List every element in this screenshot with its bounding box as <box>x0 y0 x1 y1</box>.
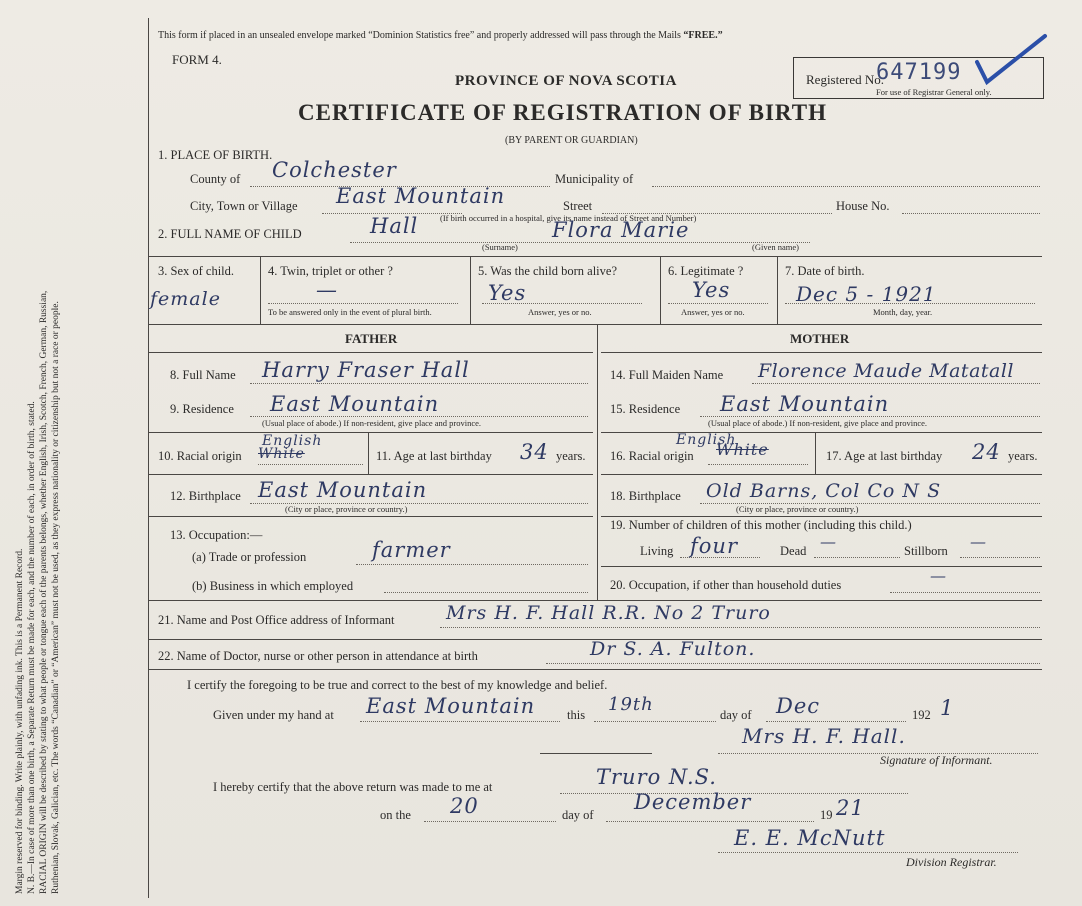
father-name-field <box>250 383 588 384</box>
father-birthplace-note: (City or place, province or country.) <box>285 504 408 514</box>
child-surname-value: Hall <box>370 214 419 238</box>
province-heading: PROVINCE OF NOVA SCOTIA <box>455 73 677 89</box>
city-label: City, Town or Village <box>190 199 298 213</box>
given-label: Given under my hand at <box>213 708 334 722</box>
margin-instructions <box>14 34 62 894</box>
mother-age-value: 24 <box>972 440 1001 464</box>
father-racial-value: English <box>262 433 323 449</box>
father-years: years. <box>556 449 586 463</box>
given-place-value: East Mountain <box>366 694 536 718</box>
children-label: 19. Number of children of this mother (including this child.) <box>610 518 912 532</box>
dead-value: — <box>820 532 837 551</box>
sex-value: female <box>150 288 221 310</box>
father-age-value: 34 <box>520 440 549 464</box>
year-prefix: 192 <box>912 708 931 722</box>
divider-6-7 <box>777 256 778 324</box>
father-racial-struck: White <box>258 446 305 462</box>
mother-racial-struck: White <box>716 440 769 459</box>
child-name-label: 2. FULL NAME OF CHILD <box>158 227 302 241</box>
mother-rule-3 <box>601 516 1042 517</box>
twin-value: — <box>316 278 338 302</box>
mother-racial-field <box>708 464 808 465</box>
municipality-label: Municipality of <box>555 172 634 186</box>
birthdate-label: 7. Date of birth. <box>785 264 865 278</box>
legitimate-label: 6. Legitimate ? <box>668 264 744 278</box>
this-label: this <box>567 708 586 722</box>
mother-residence-value: East Mountain <box>720 392 890 416</box>
on-month-value: December <box>634 790 752 814</box>
given-place-field <box>360 721 560 722</box>
given-day-field <box>594 721 716 722</box>
year2-prefix: 19 <box>820 808 833 822</box>
division-registrar-label: Division Registrar. <box>906 855 997 869</box>
father-age-label: 11. Age at last birthday <box>376 449 492 463</box>
alive-value: Yes <box>488 281 527 305</box>
short-rule <box>540 753 652 754</box>
sex-label: 3. Sex of child. <box>158 264 235 278</box>
on-day-value: 20 <box>450 794 479 818</box>
hospital-note: (If birth occurred in a hospital, give its name instead of Street and Number) <box>440 213 697 223</box>
made-at-value: Truro N.S. <box>596 765 717 789</box>
mother-occupation-value: — <box>930 566 947 585</box>
rule-row3-top <box>148 256 1042 257</box>
father-age-divider <box>368 432 369 474</box>
on-day-of-label: day of <box>562 808 594 822</box>
mother-name-field <box>752 383 1040 384</box>
informant-field <box>440 627 1040 628</box>
day-of-label: day of <box>720 708 752 722</box>
registered-number: 647199 <box>876 60 962 85</box>
alive-label: 5. Was the child born alive? <box>478 264 618 278</box>
on-day-field <box>424 821 556 822</box>
given-year-value: 1 <box>940 696 955 720</box>
child-given-value: Flora Marie <box>552 218 690 242</box>
mother-occupation-label: 20. Occupation, if other than household duties <box>610 578 842 592</box>
dead-field <box>814 557 900 558</box>
house-label: House No. <box>836 199 890 213</box>
informant-label: 21. Name and Post Office address of Informant <box>158 613 395 627</box>
twin-field <box>268 303 458 304</box>
rule-cert-top <box>148 669 1042 670</box>
parents-divider <box>597 324 598 600</box>
trade-field <box>356 564 588 565</box>
top-notice: This form if placed in an unsealed envelope marked “Dominion Statistics free” and properly addressed will pass through the Mails “FREE.” <box>158 30 723 41</box>
margin-line-3: RACIAL ORIGIN will be described by stating to what people or tongue each of the parents belongs, whether English, Irish, Scotch, French, German, Russian, <box>39 290 49 894</box>
signature-of-informant-label: Signature of Informant. <box>880 753 993 767</box>
doctor-field <box>546 663 1040 664</box>
mother-residence-field <box>700 416 1040 417</box>
birthdate-note: Month, day, year. <box>873 307 933 317</box>
father-residence-label: 9. Residence <box>170 402 234 416</box>
living-label: Living <box>640 544 674 558</box>
divider-4-5 <box>470 256 471 324</box>
mother-racial-value: English <box>676 432 737 448</box>
registrar-signature-value: E. E. McNutt <box>734 826 886 850</box>
certificate-subtitle: (BY PARENT OR GUARDIAN) <box>505 135 638 146</box>
father-rule-2 <box>148 474 593 475</box>
registrar-signature-field <box>718 852 1018 853</box>
legitimate-field <box>668 303 768 304</box>
county-label: County of <box>190 172 241 186</box>
father-rule-3 <box>148 516 593 517</box>
father-heading: FATHER <box>345 331 398 346</box>
registered-label: Registered No. <box>806 72 884 87</box>
given-day-value: 19th <box>608 694 654 715</box>
mother-rule-2 <box>601 474 1042 475</box>
margin-line-2: N. B.—In case of more than one birth, a Separate Return must be made for each, and the number of each, in order of birth, stated. <box>27 401 37 894</box>
on-month-field <box>606 821 814 822</box>
trade-value: farmer <box>372 538 451 562</box>
on-the-label: on the <box>380 808 411 822</box>
mother-residence-label: 15. Residence <box>610 402 681 416</box>
rule-21-top <box>148 600 1042 601</box>
legitimate-value: Yes <box>692 278 731 302</box>
mother-racial-label: 16. Racial origin <box>610 449 694 463</box>
form-number: FORM 4. <box>172 52 222 67</box>
stillborn-label: Stillborn <box>904 544 948 558</box>
given-note: (Given name) <box>752 242 799 252</box>
margin-line-4: Ruthenian, Slovak, Galician, etc. The words “Canadian” or “American” must not be used, as they express nationality or citizenship but not a race or people. <box>51 301 61 894</box>
on-year-value: 21 <box>836 796 865 820</box>
father-occupation-label: 13. Occupation:— <box>170 528 263 542</box>
stillborn-value: — <box>970 532 987 551</box>
child-name-field <box>350 242 810 243</box>
given-month-field <box>766 721 906 722</box>
mother-years: years. <box>1008 449 1038 463</box>
given-month-value: Dec <box>776 694 821 718</box>
mother-age-divider <box>815 432 816 474</box>
birthdate-field <box>785 303 1035 304</box>
divider-3-4 <box>260 256 261 324</box>
mother-age-label: 17. Age at last birthday <box>826 449 943 463</box>
informant-value: Mrs H. F. Hall R.R. No 2 Truro <box>446 602 771 624</box>
mother-rule-4 <box>601 566 1042 567</box>
county-value: Colchester <box>272 158 397 182</box>
father-birthplace-value: East Mountain <box>258 478 428 502</box>
father-racial-field <box>258 464 363 465</box>
mother-occupation-field <box>890 592 1040 593</box>
father-residence-note: (Usual place of abode.) If non-resident, give place and province. <box>262 418 482 428</box>
street-label: Street <box>563 199 593 213</box>
registered-note: For use of Registrar General only. <box>876 87 992 97</box>
divider-5-6 <box>660 256 661 324</box>
city-value: East Mountain <box>336 184 506 208</box>
mother-birthplace-label: 18. Birthplace <box>610 489 681 503</box>
doctor-value: Dr S. A. Fulton. <box>590 638 756 660</box>
business-label: (b) Business in which employed <box>192 579 354 593</box>
father-rule-1 <box>148 432 593 433</box>
father-name-value: Harry Fraser Hall <box>262 358 470 382</box>
father-residence-value: East Mountain <box>270 392 440 416</box>
municipality-field <box>652 186 1040 187</box>
certify-statement: I certify the foregoing to be true and correct to the best of my knowledge and belief. <box>187 678 608 692</box>
informant-signature-value: Mrs H. F. Hall. <box>742 724 906 748</box>
father-birthplace-label: 12. Birthplace <box>170 489 241 503</box>
certificate-title: CERTIFICATE OF REGISTRATION OF BIRTH <box>298 100 827 125</box>
doctor-label: 22. Name of Doctor, nurse or other person in attendance at birth <box>158 649 478 663</box>
margin-line-1: Margin reserved for binding. Write plainly, with unfading ink. This is a Permanent Record. <box>15 548 25 894</box>
twin-note: To be answered only in the event of plural birth. <box>268 307 432 317</box>
house-field <box>902 213 1040 214</box>
father-racial-label: 10. Racial origin <box>158 449 242 463</box>
alive-note: Answer, yes or no. <box>528 307 592 317</box>
mother-name-label: 14. Full Maiden Name <box>610 368 724 382</box>
mother-heading: MOTHER <box>790 331 850 346</box>
business-field <box>384 592 588 593</box>
rule-row3-bottom <box>148 324 1042 325</box>
mother-name-value: Florence Maude Matatall <box>758 360 1015 382</box>
living-value: four <box>690 534 738 558</box>
mother-rule-1 <box>601 432 1042 433</box>
birthdate-value: Dec 5 - 1921 <box>796 282 937 306</box>
father-name-label: 8. Full Name <box>170 368 236 382</box>
hereby-label: I hereby certify that the above return was made to me at <box>213 780 493 794</box>
legitimate-note: Answer, yes or no. <box>681 307 745 317</box>
mother-birthplace-note: (City or place, province or country.) <box>736 504 859 514</box>
place-of-birth-heading: 1. PLACE OF BIRTH. <box>158 148 273 162</box>
margin-rule <box>148 18 149 898</box>
father-head-rule <box>148 352 593 353</box>
blue-check-mark-icon <box>975 30 1065 90</box>
alive-field <box>482 303 642 304</box>
twin-label: 4. Twin, triplet or other ? <box>268 264 393 278</box>
mother-head-rule <box>601 352 1042 353</box>
mother-residence-note: (Usual place of abode.) If non-resident, give place and province. <box>708 418 928 428</box>
mother-birthplace-value: Old Barns, Col Co N S <box>706 480 942 502</box>
surname-note: (Surname) <box>482 242 518 252</box>
trade-label: (a) Trade or profession <box>192 550 307 564</box>
father-residence-field <box>250 416 588 417</box>
stillborn-field <box>960 557 1040 558</box>
dead-label: Dead <box>780 544 807 558</box>
